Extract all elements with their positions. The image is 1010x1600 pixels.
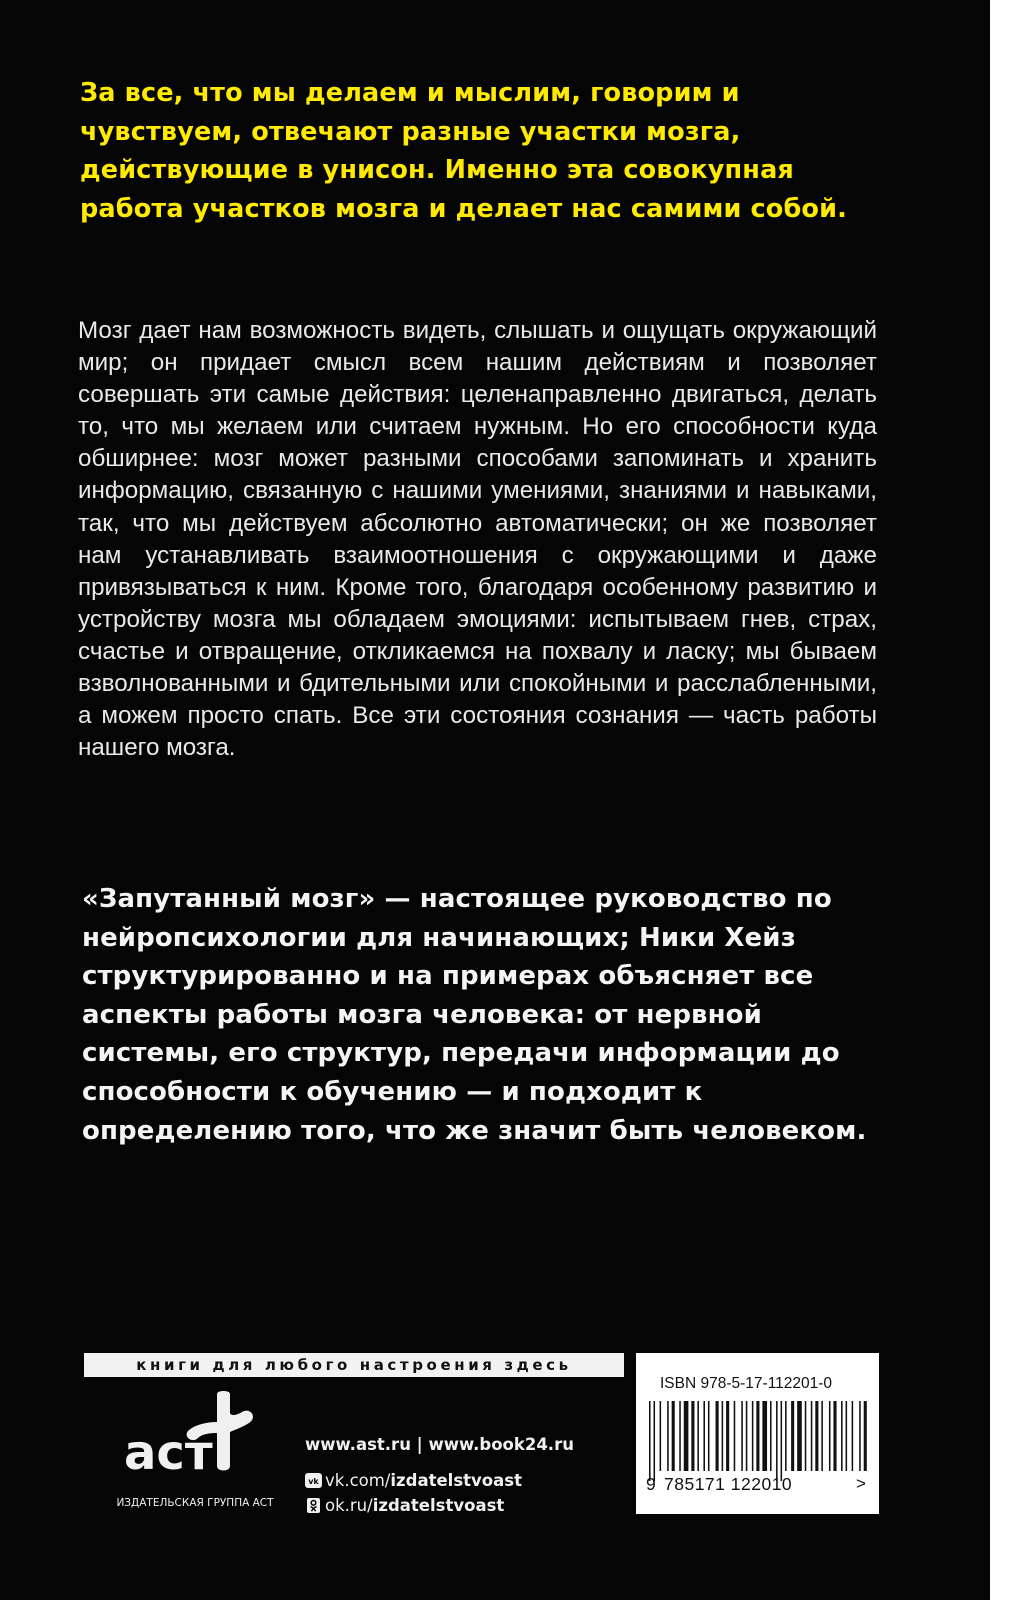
barcode-bar — [791, 1401, 794, 1471]
vk-link[interactable] — [305, 1470, 522, 1492]
barcode-bar — [770, 1401, 772, 1471]
barcode-guard-bar — [654, 1401, 656, 1481]
vk-handle: izdatelstvoast — [390, 1471, 522, 1490]
barcode-bar — [660, 1401, 662, 1471]
barcode-bar — [679, 1401, 681, 1471]
barcode-bar — [667, 1401, 669, 1471]
barcode-guard-bar — [781, 1401, 783, 1481]
description-paragraph: Мозг дает нам возможность видеть, слышать и ощущать окружающий мир; он придает смысл всем нашим действиям и позволяет совершать эти самые действия: целенаправленно двигаться, делать то, что мы желаем или считаем нужным. Но его способности куда обширнее: мозг может разными способами запоминать и хранить информацию, связанную с нашими умениями, знаниями и навыками, так, что мы действуем абсолютно автоматически; он же позволяет нам устанавливать взаимоотношения с окружающими и даже привязываться к ним. Кроме того, благодаря особенному развитию и устройству мозга мы обладаем эмоциями: испытываем гнев, страх, счастье и отвращение, откликаемся на похвалу и ласку; мы бываем взволнованными и бдительными или спокойными и расслабленными, а можем просто спать. Все эти состояния сознания — часть работы нашего мозга. — [78, 317, 877, 762]
ok-link[interactable] — [305, 1495, 504, 1517]
barcode-bar — [859, 1401, 861, 1471]
barcode-bar — [716, 1401, 719, 1471]
barcode-bar — [672, 1401, 675, 1471]
barcode-bar — [756, 1401, 759, 1471]
barcode-bar — [752, 1401, 754, 1471]
barcode-bar — [785, 1401, 787, 1471]
vk-prefix: vk.com/ — [325, 1471, 391, 1490]
barcode-bar — [697, 1401, 699, 1471]
barcode-bar — [746, 1401, 748, 1471]
barcode-bar — [741, 1401, 743, 1471]
barcode-bar — [864, 1401, 867, 1471]
barcode-bar — [703, 1401, 705, 1471]
barcode-panel — [636, 1353, 879, 1514]
barcode-arrow: > — [856, 1474, 866, 1493]
isbn-label: ISBN 978-5-17-112201-0 — [660, 1375, 833, 1392]
barcode-bar — [852, 1401, 854, 1471]
barcode-bar — [821, 1401, 823, 1471]
barcode-bar — [684, 1401, 689, 1471]
ok-prefix: ok.ru/ — [325, 1496, 373, 1515]
barcode-bar — [762, 1401, 767, 1471]
website-links[interactable]: www.ast.ru | www.book24.ru — [305, 1435, 574, 1454]
barcode-guard-bar — [776, 1401, 778, 1481]
publisher-logo — [100, 1388, 290, 1522]
barcode-bar — [797, 1401, 802, 1471]
barcode-bar — [726, 1401, 729, 1471]
barcode-first-digit: 9 — [646, 1474, 656, 1494]
barcode-digits: 785171 122010 — [664, 1474, 793, 1494]
barcode-bar — [708, 1401, 710, 1471]
barcode-bar — [833, 1401, 836, 1471]
barcode-bar — [811, 1401, 813, 1471]
barcode-bar — [829, 1401, 831, 1471]
barcode-bar — [815, 1401, 818, 1471]
ok-icon — [305, 1498, 322, 1513]
barcode-bar — [846, 1401, 848, 1471]
logo-wordmark: аст — [124, 1425, 213, 1481]
barcode-bar — [734, 1401, 736, 1471]
tagline-bar: книги для любого настроения здесь — [84, 1353, 624, 1377]
lead-paragraph: За все, что мы делаем и мыслим, говорим и чувствуем, отвечают разные участки мозга, действующие в унисон. Именно эта совокупная работа участков мозга и делает нас самими собой. — [80, 78, 847, 225]
publisher-name: ИЗДАТЕЛЬСКАЯ ГРУППА АСТ — [116, 1497, 274, 1509]
ast-logo-icon — [122, 1388, 258, 1484]
barcode-bar — [691, 1401, 694, 1471]
vk-icon — [305, 1473, 322, 1488]
ok-handle: izdatelstvoast — [372, 1496, 505, 1515]
barcode-bar — [841, 1401, 843, 1471]
book-summary: «Запутанный мозг» — настоящее руководство по нейропсихологии для начинающих; Ники Хейз структурированно и на примерах объясняет все аспекты работы мозга человека: от нервной системы, его структур, передачи информации до способности к обучению — и подходит к определению того, что же значит быть человеком. — [82, 884, 867, 1146]
svg-text:vk: vk — [308, 1477, 319, 1486]
barcode-guard-bar — [649, 1401, 651, 1481]
barcode-bar — [722, 1401, 724, 1471]
barcode-bar — [805, 1401, 807, 1471]
